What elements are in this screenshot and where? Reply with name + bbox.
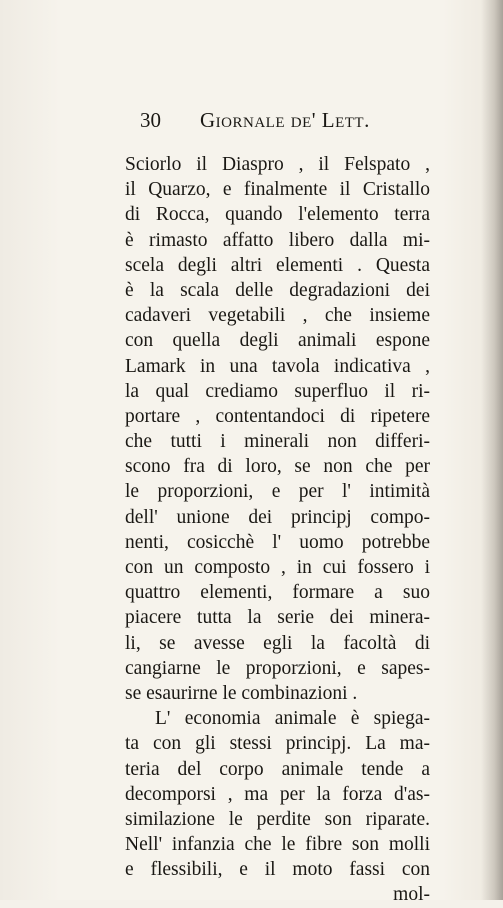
text-line: di Rocca, quando l'elemento terra	[125, 204, 430, 226]
text-line: è rimasto affatto libero dalla mi-	[125, 229, 430, 251]
text-line: con un composto , in cui fossero i	[125, 557, 430, 578]
catchword: mol-	[393, 884, 430, 906]
text-line: quattro elementi, formare a suo	[125, 582, 430, 604]
text-line: ta con gli stessi principj. La ma-	[125, 733, 430, 755]
text-line: cangiarne le proporzioni, e sapes-	[125, 657, 430, 679]
running-title: Giornale de' Lett.	[200, 108, 370, 132]
text-line: è la scala delle degradazioni dei	[125, 279, 430, 301]
page-number: 30	[140, 108, 161, 132]
body-text	[125, 152, 430, 908]
text-line: decomporsi , ma per la forza d'as-	[125, 783, 430, 805]
text-line: li, se avesse egli la facoltà di	[125, 632, 430, 654]
text-line: la qual crediamo superfluo il ri-	[125, 380, 430, 402]
text-line: con quella degli animali espone	[125, 330, 430, 352]
text-line: dell' unione dei principj compo-	[125, 506, 430, 528]
text-line: il Quarzo, e finalmente il Cristallo	[125, 179, 430, 201]
page-header	[140, 108, 380, 132]
text-line: e flessibili, e il moto fassi con	[125, 859, 430, 881]
text-line: le proporzioni, e per l' intimità	[125, 481, 430, 503]
text-line: che tutti i minerali non differi-	[125, 431, 430, 453]
text-line: Lamark in una tavola indicativa ,	[125, 355, 430, 377]
text-line: similazione le perdite son riparate.	[125, 808, 430, 830]
text-line: scono fra di loro, se non che per	[125, 456, 430, 478]
text-line: nenti, cosicchè l' uomo potrebbe	[125, 531, 430, 553]
text-line: Nell' infanzia che le fibre son molli	[125, 834, 430, 856]
text-line: piacere tutta la serie dei minera-	[125, 607, 430, 629]
text-line: Sciorlo il Diaspro , il Felspato ,	[125, 154, 430, 175]
text-line: cadaveri vegetabili , che insieme	[125, 305, 430, 327]
page-gutter-shadow	[481, 0, 503, 900]
text-line: portare , contentandoci di ripetere	[125, 405, 430, 427]
text-line: se esaurirne le combinazioni .	[125, 682, 358, 704]
text-line: teria del corpo animale tende a	[125, 758, 430, 780]
text-line: scela degli altri elementi . Questa	[125, 254, 430, 276]
text-line: L' economia animale è spiega-	[155, 708, 430, 730]
